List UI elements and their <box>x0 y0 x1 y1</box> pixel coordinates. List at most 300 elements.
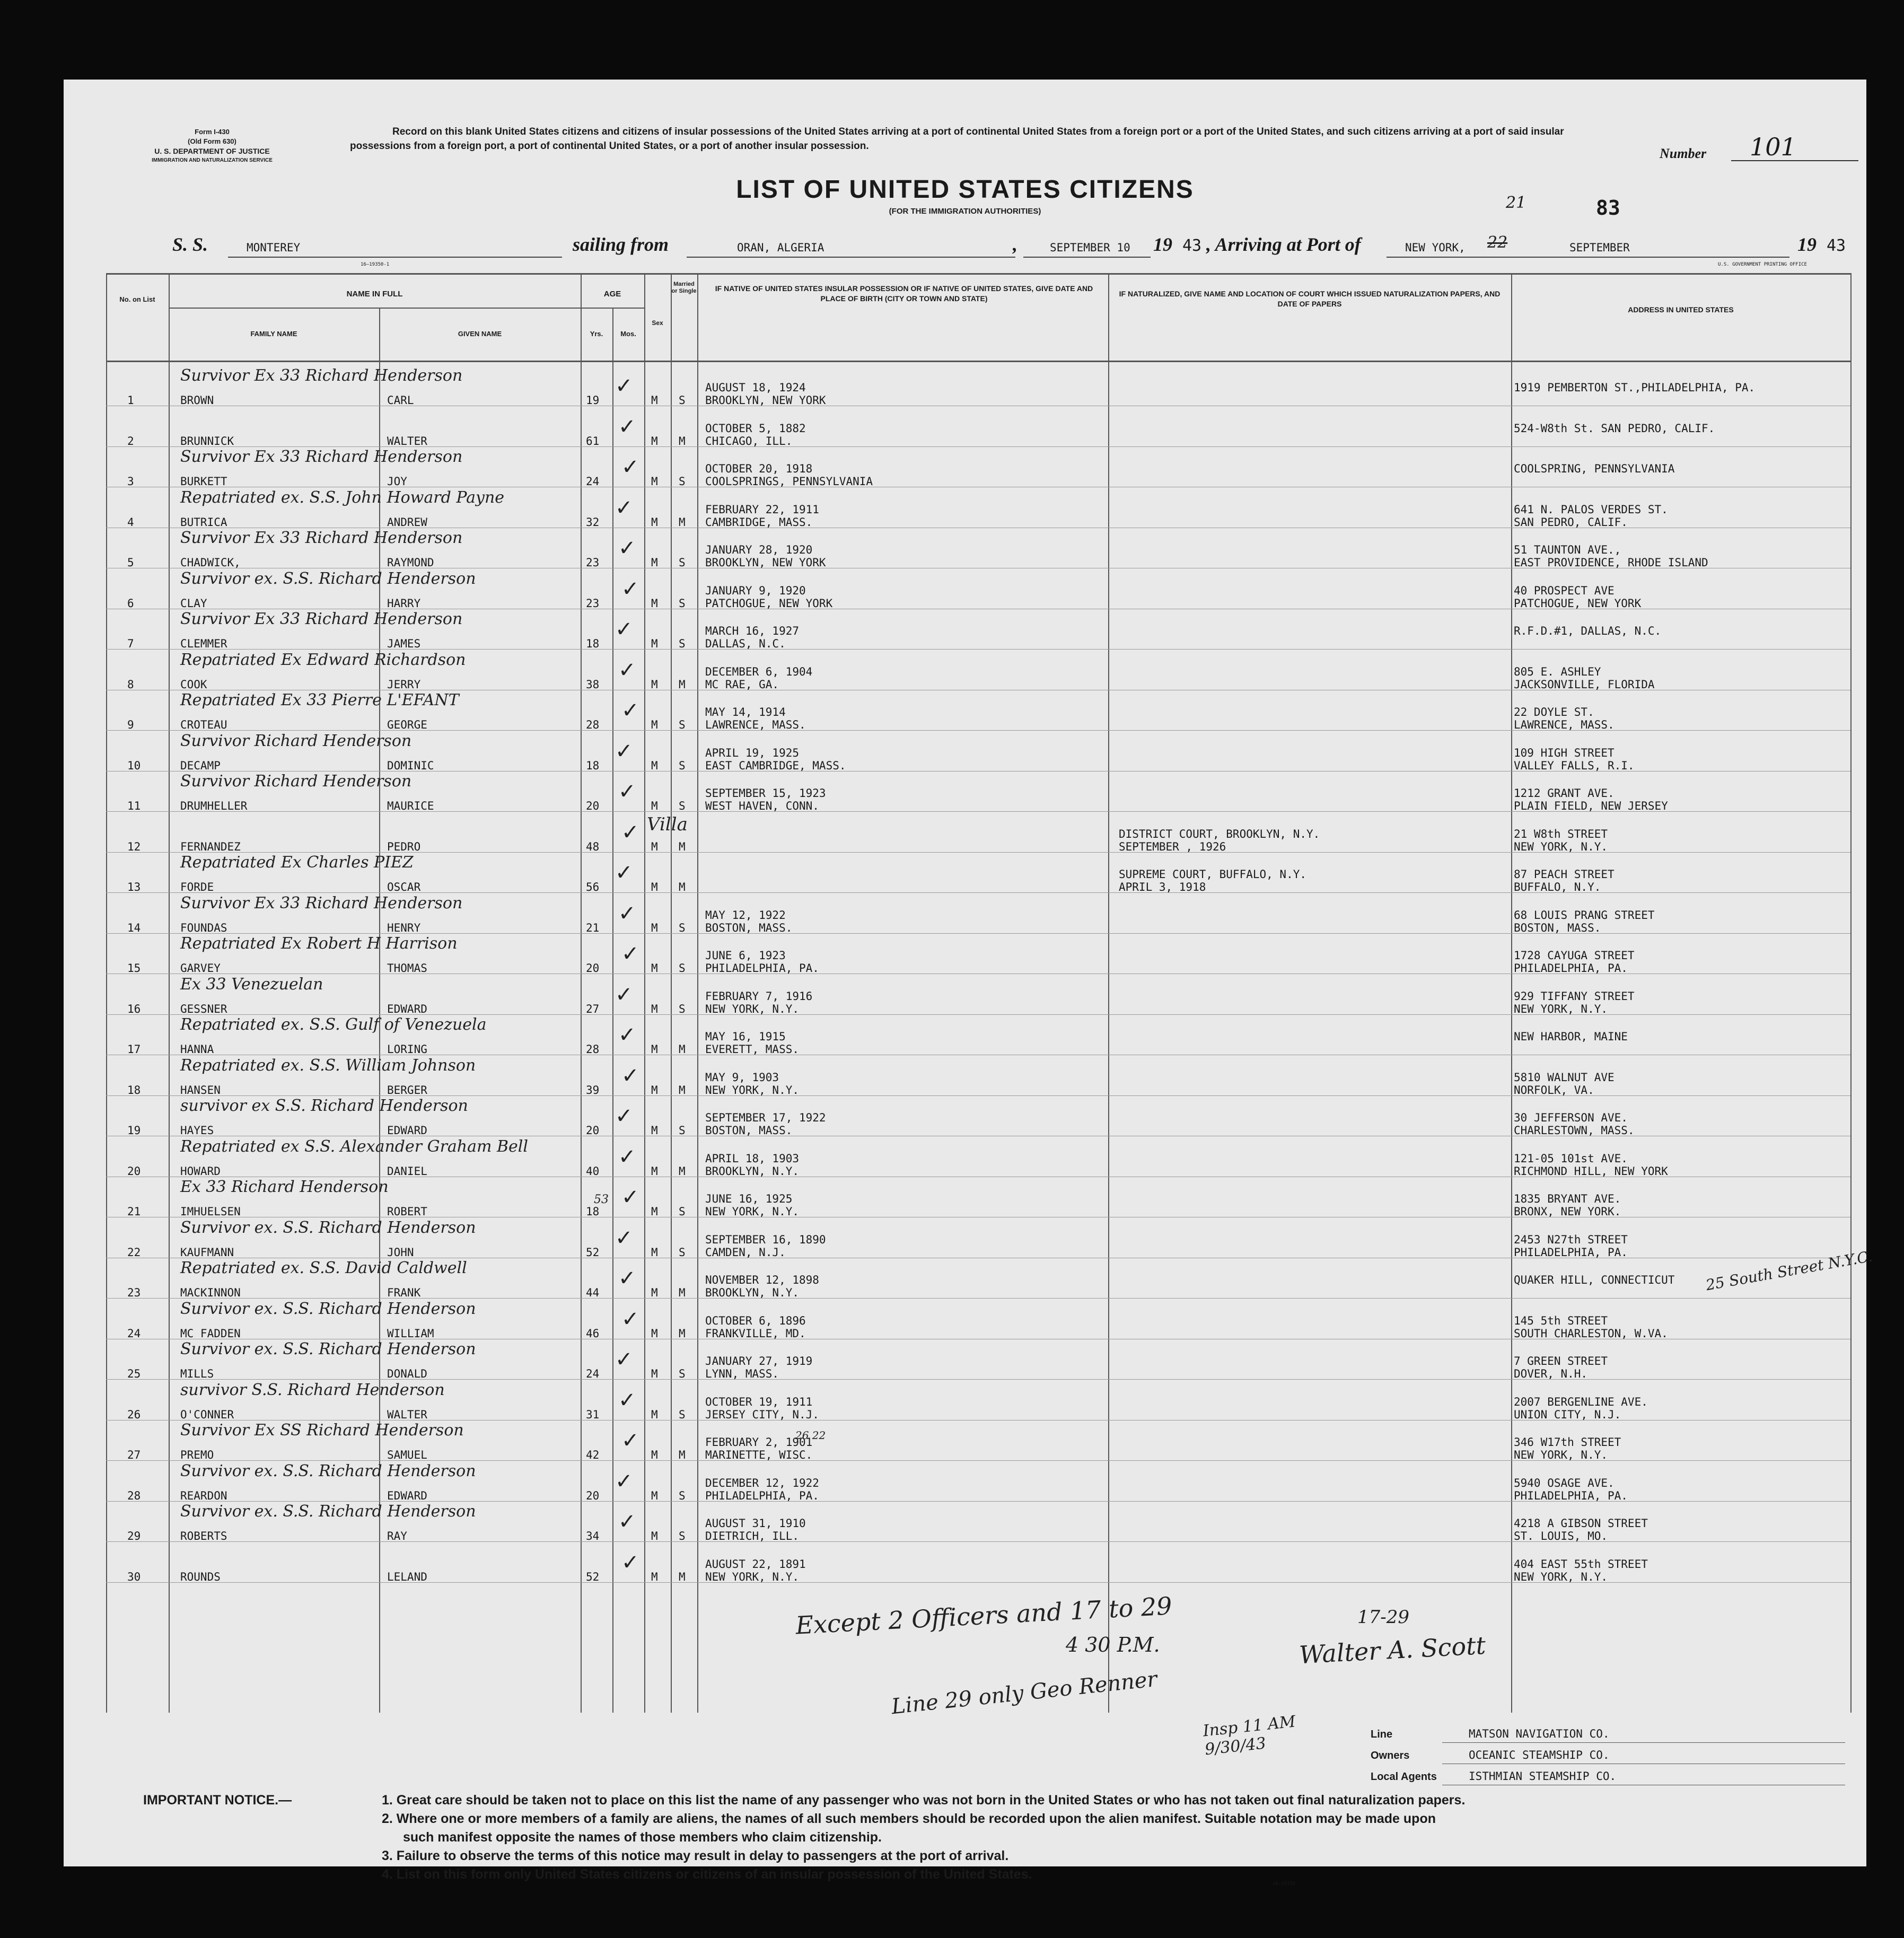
col-edge-right <box>1850 273 1852 1713</box>
marital-status: M <box>679 1286 686 1299</box>
departure-port: ORAN, ALGERIA <box>737 241 824 254</box>
department-name: U. S. DEPARTMENT OF JUSTICE <box>154 147 270 155</box>
line-underline <box>1442 1742 1845 1743</box>
address-line-2: PLAIN FIELD, NEW JERSEY <box>1514 800 1668 812</box>
sex: M <box>651 800 658 812</box>
row-number: 13 <box>127 881 141 893</box>
birth-place: COOLSPRINGS, PENNSYLVANIA <box>705 475 873 488</box>
handwritten-time: 4 30 P.M. <box>1066 1633 1160 1656</box>
departure-date: SEPTEMBER 10 <box>1050 241 1130 254</box>
birth-place: MC RAE, GA. <box>705 678 779 691</box>
check-mark: ✓ <box>615 739 633 764</box>
check-mark: ✓ <box>618 657 636 682</box>
birth-place: NEW YORK, N.Y. <box>705 1205 800 1218</box>
given-name: EDWARD <box>387 1002 427 1015</box>
address-line-1: 5940 OSAGE AVE. <box>1514 1476 1615 1489</box>
col-ms <box>671 273 672 1713</box>
address-line-1: 2453 N27th STREET <box>1514 1233 1628 1246</box>
birth-place: NEW YORK, N.Y. <box>705 1083 800 1097</box>
age-years: 23 <box>586 597 600 610</box>
arrival-day: 22 <box>1487 233 1508 252</box>
marital-status: M <box>679 434 686 448</box>
sex: M <box>651 921 658 934</box>
birth-place: BOSTON, MASS. <box>705 921 793 934</box>
handwritten-note: Survivor Ex 33 Richard Henderson <box>180 366 463 385</box>
family-name: FERNANDEZ <box>180 840 241 853</box>
given-name: JOHN <box>387 1246 414 1259</box>
address-line-2: NORFOLK, VA. <box>1514 1083 1594 1097</box>
row-number: 15 <box>127 962 141 975</box>
handwritten-note: Repatriated Ex 33 Pierre L'EFANT <box>180 691 459 709</box>
check-mark: ✓ <box>621 1306 639 1331</box>
birth-date: MAY 14, 1914 <box>705 706 786 718</box>
check-mark: ✓ <box>618 1388 636 1413</box>
marital-status: S <box>679 1246 686 1259</box>
address-line-1: 929 TIFFANY STREET <box>1514 989 1635 1003</box>
birth-date: OCTOBER 19, 1911 <box>705 1395 813 1408</box>
col-mos <box>612 308 613 1713</box>
notice-item-1: 1. Great care should be taken not to place on this list the name of any passenger who was not born in the United States or who has not taken out final naturalization papers. <box>382 1793 1466 1808</box>
sex: M <box>651 678 658 691</box>
marital-status: S <box>679 637 686 650</box>
birth-place: CAMDEN, N.J. <box>705 1246 786 1259</box>
handwritten-note: Repatriated Ex Charles PIEZ <box>180 853 414 872</box>
given-name: DOMINIC <box>387 759 434 772</box>
col-nat <box>1108 273 1109 1713</box>
handwritten-date-correction: 26 22 <box>795 1429 826 1442</box>
age-years: 19 <box>586 394 600 407</box>
address-line-1: 51 TAUNTON AVE., <box>1514 543 1621 556</box>
marital-status: S <box>679 394 686 407</box>
marital-status: S <box>679 1530 686 1542</box>
address-line-2: NEW YORK, N.Y. <box>1514 1570 1608 1583</box>
handwritten-note: Survivor Ex 33 Richard Henderson <box>180 448 463 466</box>
arrival-underline <box>1387 257 1789 258</box>
family-name: COOK <box>180 678 207 691</box>
marital-status: S <box>679 556 686 569</box>
check-mark: ✓ <box>618 779 636 804</box>
address-line-1: 40 PROSPECT AVE <box>1514 584 1615 597</box>
handwritten-note: Ex 33 Richard Henderson <box>180 1178 389 1196</box>
row-rule <box>106 1379 1850 1380</box>
header-family: FAMILY NAME <box>250 330 297 338</box>
family-name: HANSEN <box>180 1083 221 1097</box>
age-years: 21 <box>586 921 600 934</box>
address-line-2: NEW YORK, N.Y. <box>1514 1002 1608 1015</box>
family-name: CLAY <box>180 597 207 610</box>
family-name: HAYES <box>180 1124 214 1137</box>
age-years: 48 <box>586 840 600 853</box>
col-sex <box>644 273 645 1713</box>
row-number: 16 <box>127 1002 141 1015</box>
birth-date: JANUARY 28, 1920 <box>705 543 813 556</box>
sex: M <box>651 1043 658 1056</box>
sex: M <box>651 1327 658 1340</box>
col-birth <box>697 273 698 1713</box>
owners-label: Owners <box>1371 1750 1410 1761</box>
notice-label: IMPORTANT NOTICE.— <box>143 1793 292 1808</box>
row-number: 23 <box>127 1286 141 1299</box>
given-name: SAMUEL <box>387 1449 427 1461</box>
family-name: PREMO <box>180 1449 214 1461</box>
family-name: ROUNDS <box>180 1570 221 1583</box>
birth-place: PATCHOGUE, NEW YORK <box>705 597 833 610</box>
handwritten-note: Survivor Ex SS Richard Henderson <box>180 1421 464 1440</box>
family-name: KAUFMANN <box>180 1246 234 1259</box>
row-number: 21 <box>127 1205 141 1218</box>
address-line-2: BRONX, NEW YORK. <box>1514 1205 1621 1218</box>
given-name: JERRY <box>387 678 421 691</box>
family-name: GARVEY <box>180 962 221 975</box>
birth-place: EVERETT, MASS. <box>705 1043 800 1056</box>
birth-place: DALLAS, N.C. <box>705 637 786 650</box>
handwritten-note: survivor S.S. Richard Henderson <box>180 1380 445 1399</box>
marital-status: S <box>679 962 686 975</box>
page-title: LIST OF UNITED STATES CITIZENS <box>736 176 1194 204</box>
address-line-2: DOVER, N.H. <box>1514 1367 1588 1380</box>
birth-date: MAY 9, 1903 <box>705 1071 779 1084</box>
given-name: DONALD <box>387 1367 427 1380</box>
handwritten-note: Survivor ex. S.S. Richard Henderson <box>180 569 476 588</box>
arriving-label: , Arriving at Port of <box>1206 234 1361 255</box>
line-value: MATSON NAVIGATION CO. <box>1469 1727 1610 1740</box>
birth-place: CAMBRIDGE, MASS. <box>705 515 813 529</box>
address-line-2: SAN PEDRO, CALIF. <box>1514 515 1628 529</box>
handwritten-note: Survivor Richard Henderson <box>180 731 412 750</box>
check-mark: ✓ <box>615 982 633 1007</box>
ship-name: MONTEREY <box>247 241 301 254</box>
age-years: 27 <box>586 1002 600 1015</box>
age-years: 46 <box>586 1327 600 1340</box>
row-number: 9 <box>127 718 134 731</box>
family-name: BURKETT <box>180 475 227 488</box>
name-subrule <box>169 308 581 309</box>
birth-place: JERSEY CITY, N.J. <box>705 1408 819 1421</box>
age-years: 20 <box>586 800 600 812</box>
row-number: 8 <box>127 678 134 691</box>
local-agents-value: ISTHMIAN STEAMSHIP CO. <box>1469 1770 1617 1783</box>
address-line-2: PHILADELPHIA, PA. <box>1514 962 1628 975</box>
sex: M <box>651 1449 658 1461</box>
check-mark: ✓ <box>618 1144 636 1169</box>
address-line-1: 346 W17th STREET <box>1514 1436 1621 1449</box>
header-given: GIVEN NAME <box>458 330 502 338</box>
notice-item-4: 4. List on this form only United States citizens or citizens of an insular possession of the United States. <box>382 1867 1032 1882</box>
check-mark: ✓ <box>618 414 636 439</box>
check-mark: ✓ <box>615 1347 633 1372</box>
col-addr <box>1511 273 1512 1713</box>
birth-place: PHILADELPHIA, PA. <box>705 1489 819 1502</box>
address-line-1: 404 EAST 55th STREET <box>1514 1557 1648 1571</box>
birth-place: BROOKLYN, NEW YORK <box>705 556 826 569</box>
birth-date: APRIL 18, 1903 <box>705 1152 800 1165</box>
given-name: THOMAS <box>387 962 427 975</box>
handwritten-note: Repatriated ex. S.S. John Howard Payne <box>180 488 505 507</box>
birth-date: JUNE 16, 1925 <box>705 1192 793 1205</box>
age-years: 31 <box>586 1408 600 1421</box>
age-years: 18 <box>586 637 600 650</box>
family-name: BROWN <box>180 394 214 407</box>
check-mark: ✓ <box>621 942 639 966</box>
sex: M <box>651 1083 658 1097</box>
family-name: HOWARD <box>180 1164 221 1178</box>
address-line-1: R.F.D.#1, DALLAS, N.C. <box>1514 625 1662 637</box>
marital-status: M <box>679 1164 686 1178</box>
given-name: WILLIAM <box>387 1327 434 1340</box>
given-name: WALTER <box>387 434 427 448</box>
notice-item-2a: 2. Where one or more members of a family are aliens, the names of all such members should be recorded upon the alien manifest. Suitable notation may be made upon <box>382 1811 1436 1826</box>
handwritten-note: Ex 33 Venezuelan <box>180 975 323 994</box>
sex: M <box>651 962 658 975</box>
address-line-2: NEW YORK, N.Y. <box>1514 840 1608 853</box>
row-number: 29 <box>127 1530 141 1542</box>
form-sheet <box>64 80 1874 1887</box>
marital-status: M <box>679 1327 686 1340</box>
birth-place: FRANKVILLE, MD. <box>705 1327 806 1340</box>
birth-date: SEPTEMBER 17, 1922 <box>705 1111 826 1124</box>
address-line-1: COOLSPRING, PENNSYLVANIA <box>1514 462 1675 475</box>
check-mark: ✓ <box>621 455 639 479</box>
number-label: Number <box>1660 146 1707 161</box>
birth-date: OCTOBER 6, 1896 <box>705 1314 806 1327</box>
row-number: 1 <box>127 394 134 407</box>
age-years: 20 <box>586 1489 600 1502</box>
row-number: 7 <box>127 637 134 650</box>
family-name: REARDON <box>180 1489 227 1502</box>
sex: M <box>651 1246 658 1259</box>
address-line-2: EAST PROVIDENCE, RHODE ISLAND <box>1514 556 1708 569</box>
header-naturalized: IF NATURALIZED, GIVE NAME AND LOCATION OF COURT WHICH ISSUED NATURALIZATION PAPERS, AND DATE OF PAPERS <box>1119 290 1501 308</box>
handwritten-except-note: Except 2 Officers and 17 to 29 <box>795 1591 1173 1640</box>
marital-status: S <box>679 1205 686 1218</box>
check-mark: ✓ <box>615 495 633 520</box>
check-mark: ✓ <box>618 901 636 926</box>
handwritten-note: Survivor Ex 33 Richard Henderson <box>180 529 463 547</box>
check-mark: ✓ <box>615 617 633 642</box>
sex: M <box>651 475 658 488</box>
row-number: 22 <box>127 1246 141 1259</box>
sex: M <box>651 1570 658 1583</box>
handwritten-insp-note: Insp 11 AM 9/30/43 <box>1201 1712 1297 1759</box>
check-mark: ✓ <box>615 1469 633 1494</box>
row-rule <box>106 1298 1850 1299</box>
given-name: FRANK <box>387 1286 421 1299</box>
sex: M <box>651 718 658 731</box>
sex: M <box>651 759 658 772</box>
marital-status: M <box>679 1449 686 1461</box>
birth-date: MAY 12, 1922 <box>705 908 786 922</box>
age-years: 52 <box>586 1570 600 1583</box>
address-line-1: 7 GREEN STREET <box>1514 1355 1608 1367</box>
address-line-1: 30 JEFFERSON AVE. <box>1514 1111 1628 1124</box>
age-years: 38 <box>586 678 600 691</box>
check-mark: ✓ <box>615 1225 633 1250</box>
given-name: JOY <box>387 475 407 488</box>
birth-date: AUGUST 18, 1924 <box>705 381 806 394</box>
year-prefix: 19 <box>1153 234 1172 255</box>
handwritten-note: Survivor Ex 33 Richard Henderson <box>180 893 463 913</box>
marital-status: S <box>679 1489 686 1502</box>
address-line-2: CHARLESTOWN, MASS. <box>1514 1124 1635 1137</box>
header-mos: Mos. <box>620 330 636 338</box>
birth-place: BROOKLYN, N.Y. <box>705 1164 800 1178</box>
year-prefix-2: 19 <box>1797 234 1817 255</box>
birth-place: BOSTON, MASS. <box>705 1124 793 1137</box>
sex: M <box>651 394 658 407</box>
address-line-2: VALLEY FALLS, R.I. <box>1514 759 1635 772</box>
address-line-2: LAWRENCE, MASS. <box>1514 718 1615 731</box>
row-number: 5 <box>127 556 134 569</box>
header-name: NAME IN FULL <box>346 290 403 299</box>
sex: M <box>651 597 658 610</box>
address-line-1: 805 E. ASHLEY <box>1514 665 1601 678</box>
marital-status: M <box>679 840 686 853</box>
row-number: 12 <box>127 840 141 853</box>
arrival-year: 43 <box>1827 236 1846 255</box>
local-agents-label: Local Agents <box>1371 1771 1437 1783</box>
row-number: 28 <box>127 1489 141 1502</box>
given-name: OSCAR <box>387 881 421 893</box>
birth-place: DIETRICH, ILL. <box>705 1530 800 1542</box>
col-edge-left <box>106 273 107 1713</box>
handwritten-range: 17-29 <box>1357 1607 1410 1628</box>
check-mark: ✓ <box>621 1185 639 1209</box>
address-line-1: 121-05 101st AVE. <box>1514 1152 1628 1165</box>
check-mark: ✓ <box>618 1510 636 1534</box>
arrival-port: NEW YORK, <box>1405 241 1466 254</box>
col-age <box>581 273 582 1713</box>
marital-status: S <box>679 475 686 488</box>
marital-status: S <box>679 718 686 731</box>
address-line-1: 87 PEACH STREET <box>1514 868 1615 881</box>
birth-date: JUNE 6, 1923 <box>705 949 786 962</box>
birth-date: DECEMBER 12, 1922 <box>705 1476 819 1489</box>
marital-status: M <box>679 1570 686 1583</box>
header-no: No. on List <box>119 295 155 303</box>
age-years: 61 <box>586 434 600 448</box>
given-name: EDWARD <box>387 1489 427 1502</box>
birth-date: AUGUST 22, 1891 <box>705 1557 806 1571</box>
ss-label: S. S. <box>172 234 208 255</box>
age-years: 28 <box>586 1043 600 1056</box>
address-line-2: RICHMOND HILL, NEW YORK <box>1514 1164 1668 1178</box>
given-name: JAMES <box>387 637 421 650</box>
check-mark: ✓ <box>621 698 639 723</box>
birth-date: NOVEMBER 12, 1898 <box>705 1274 819 1286</box>
birth-date: FEBRUARY 2, 1901 <box>705 1436 813 1449</box>
sex: M <box>651 515 658 529</box>
owners-value: OCEANIC STEAMSHIP CO. <box>1469 1749 1610 1761</box>
check-mark: ✓ <box>621 576 639 601</box>
age-years: 18 <box>586 1205 600 1218</box>
row-rule <box>106 649 1850 650</box>
header-bottom <box>106 361 1850 362</box>
marital-status: S <box>679 921 686 934</box>
birth-date: SEPTEMBER 16, 1890 <box>705 1233 826 1246</box>
age-years: 18 <box>586 759 600 772</box>
address-line-1: 1835 BRYANT AVE. <box>1514 1192 1621 1205</box>
handwritten-note: Repatriated Ex Edward Richardson <box>180 650 466 669</box>
handwritten-line29-note: Line 29 only Geo Renner <box>890 1667 1159 1720</box>
given-name: HARRY <box>387 597 421 610</box>
handwritten-villa: Villa <box>647 814 688 835</box>
handwritten-note: Repatriated ex. S.S. David Caldwell <box>180 1259 467 1277</box>
age-years: 24 <box>586 475 600 488</box>
birth-date: JANUARY 9, 1920 <box>705 584 806 597</box>
given-name: HENRY <box>387 921 421 934</box>
marital-status: S <box>679 759 686 772</box>
family-name: IMHUELSEN <box>180 1205 241 1218</box>
birth-date: SEPTEMBER 15, 1923 <box>705 787 826 800</box>
stamped-number: 83 <box>1596 196 1620 220</box>
sex: M <box>651 1205 658 1218</box>
marital-status: S <box>679 800 686 812</box>
address-line-1: 5810 WALNUT AVE <box>1514 1071 1615 1084</box>
row-number: 10 <box>127 759 141 772</box>
check-mark: ✓ <box>618 1023 636 1047</box>
address-line-1: 109 HIGH STREET <box>1514 746 1615 759</box>
sex: M <box>651 840 658 853</box>
address-line-2: PHILADELPHIA, PA. <box>1514 1246 1628 1259</box>
sex: M <box>651 1124 658 1137</box>
age-years: 52 <box>586 1246 600 1259</box>
comma: , <box>1013 234 1017 255</box>
family-name: MILLS <box>180 1367 214 1380</box>
sex: M <box>651 556 658 569</box>
check-mark: ✓ <box>621 1550 639 1575</box>
age-years: 24 <box>586 1367 600 1380</box>
family-name: FORDE <box>180 881 214 893</box>
address-line-2: NEW YORK, N.Y. <box>1514 1449 1608 1461</box>
given-name: LELAND <box>387 1570 427 1583</box>
check-mark: ✓ <box>615 374 633 398</box>
row-number: 18 <box>127 1083 141 1097</box>
sex: M <box>651 1530 658 1542</box>
row-number: 17 <box>127 1043 141 1056</box>
birth-date: DECEMBER 6, 1904 <box>705 665 813 678</box>
given-name: RAY <box>387 1530 407 1542</box>
family-name: O'CONNER <box>180 1408 234 1421</box>
row-number: 19 <box>127 1124 141 1137</box>
footer-code: 16—19350 <box>1273 1881 1296 1887</box>
given-name: EDWARD <box>387 1124 427 1137</box>
given-name: MAURICE <box>387 800 434 812</box>
number-value: 101 <box>1750 133 1796 161</box>
address-line-2: UNION CITY, N.J. <box>1514 1408 1621 1421</box>
handwritten-note: Survivor Ex 33 Richard Henderson <box>180 610 463 628</box>
row-number: 20 <box>127 1164 141 1178</box>
age-years: 44 <box>586 1286 600 1299</box>
handwritten-note: Repatriated ex. S.S. William Johnson <box>180 1056 476 1075</box>
birth-place: CHICAGO, ILL. <box>705 434 793 448</box>
address-line-2: JACKSONVILLE, FLORIDA <box>1514 678 1655 691</box>
sex: M <box>651 434 658 448</box>
marital-status: M <box>679 881 686 893</box>
address-line-2: BUFFALO, N.Y. <box>1514 881 1601 893</box>
birth-place: NEW YORK, N.Y. <box>705 1002 800 1015</box>
marital-status: S <box>679 597 686 610</box>
row-rule <box>106 446 1850 447</box>
handwritten-mark: 21 <box>1506 194 1526 212</box>
court-date: SEPTEMBER , 1926 <box>1119 840 1226 853</box>
age-years: 23 <box>586 556 600 569</box>
row-number: 4 <box>127 515 134 529</box>
handwritten-note: survivor ex S.S. Richard Henderson <box>180 1097 468 1115</box>
birth-date: APRIL 19, 1925 <box>705 746 800 759</box>
address-line-1: 2007 BERGENLINE AVE. <box>1514 1395 1648 1408</box>
court-date: APRIL 3, 1918 <box>1119 881 1206 893</box>
row-number: 14 <box>127 921 141 934</box>
